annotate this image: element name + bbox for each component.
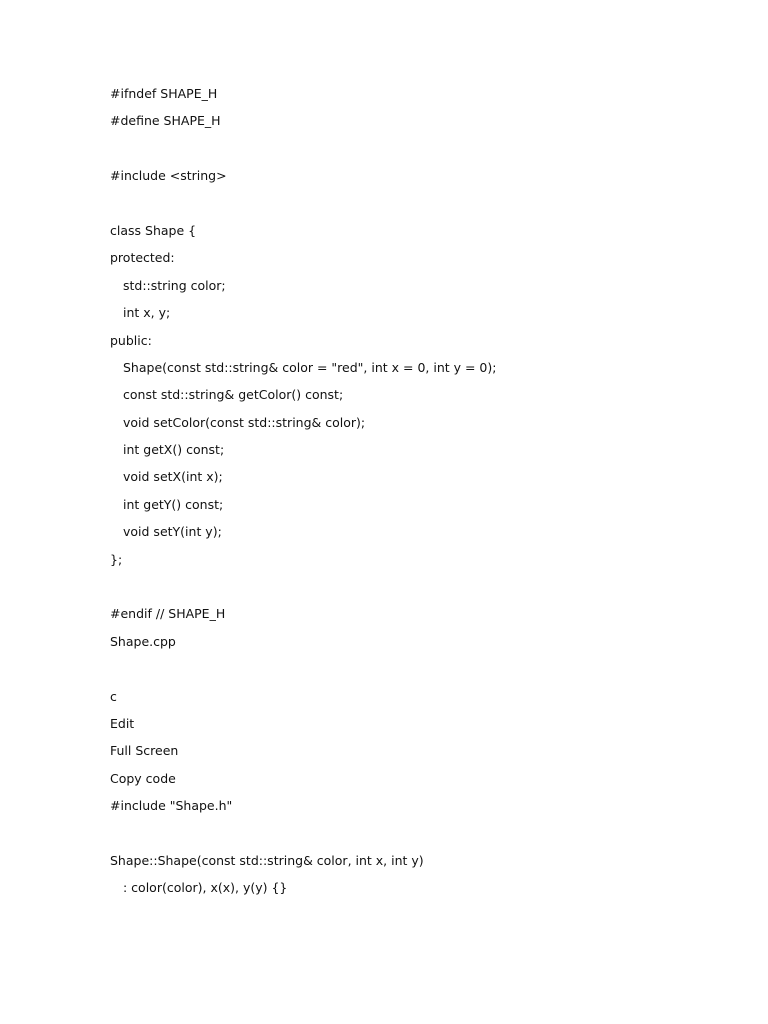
text-line: Copy code bbox=[110, 770, 176, 786]
text-line: }; bbox=[110, 551, 123, 567]
text-line: c bbox=[110, 688, 117, 704]
text-line: Edit bbox=[110, 715, 135, 731]
blank-line bbox=[110, 824, 710, 851]
text-line: int x, y; bbox=[123, 305, 171, 321]
text-line: std::string color; bbox=[123, 277, 226, 293]
text-line: protected: bbox=[110, 250, 175, 266]
text-line: void setY(int y); bbox=[123, 524, 222, 540]
text-line: Shape(const std::string& color = "red", int x = 0, int y = 0); bbox=[123, 359, 497, 375]
text-line: #ifndef SHAPE_H bbox=[110, 86, 218, 101]
text-line: Shape::Shape(const std::string& color, int x, int y) bbox=[110, 852, 424, 868]
text-line: int getX() const; bbox=[123, 442, 225, 458]
document-body bbox=[110, 84, 710, 906]
text-line: #include "Shape.h" bbox=[110, 798, 233, 814]
text-line: Shape.cpp bbox=[110, 633, 176, 649]
text-line: #define SHAPE_H bbox=[110, 113, 221, 129]
blank-line bbox=[110, 194, 710, 221]
text-line: class Shape { bbox=[110, 222, 197, 238]
blank-line bbox=[110, 139, 710, 166]
text-line: void setColor(const std::string& color); bbox=[123, 414, 366, 430]
blank-line bbox=[110, 659, 710, 686]
text-line: void setX(int x); bbox=[123, 469, 223, 485]
text-line: Full Screen bbox=[110, 743, 179, 759]
text-line: public: bbox=[110, 332, 152, 348]
text-line: : color(color), x(x), y(y) {} bbox=[123, 880, 288, 896]
text-line: const std::string& getColor() const; bbox=[123, 387, 344, 403]
text-line: #include <string> bbox=[110, 168, 227, 184]
text-line: int getY() const; bbox=[123, 496, 224, 512]
blank-line bbox=[110, 577, 710, 604]
text-line: #endif // SHAPE_H bbox=[110, 606, 226, 622]
